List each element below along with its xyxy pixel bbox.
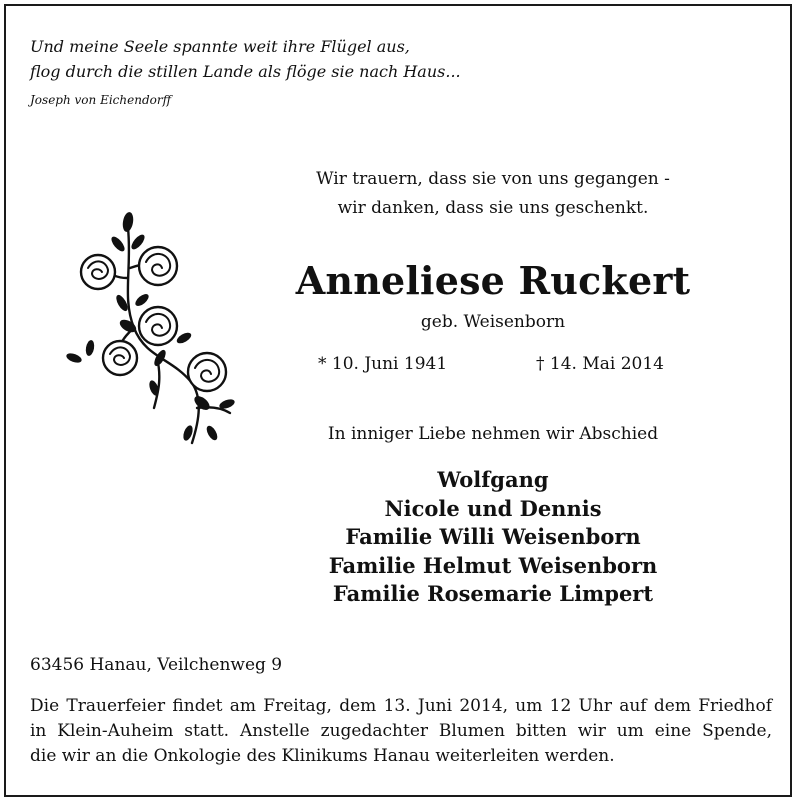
mourners-list	[268, 466, 718, 609]
poem-line-2: flog durch die stillen Lande als flöge sie nach Haus...	[30, 62, 461, 81]
ceremony-info	[30, 694, 772, 769]
poem-quote	[30, 34, 461, 84]
farewell-text: In inniger Liebe nehmen wir Abschied	[327, 424, 659, 444]
mourner-name: Familie Helmut Weisenborn	[328, 552, 658, 578]
birth-name: geb. Weisenborn	[420, 312, 566, 332]
mourner-name: Familie Rosemarie Limpert	[332, 581, 654, 606]
mourning-text	[268, 165, 718, 223]
ceremony-line-3: die wir an die Onkologie des Klinikums Hanau weiterleiten werden.	[30, 746, 615, 766]
mourner-name: Wolfgang	[437, 467, 549, 492]
mourner-name: Nicole und Dennis	[384, 495, 602, 521]
birth-date: * 10. Juni 1941	[318, 354, 448, 374]
mourning-line-1: Wir trauern, dass sie von uns gegangen -	[316, 169, 670, 189]
poem-line-1: Und meine Seele spannte weit ihre Flügel aus,	[30, 37, 410, 56]
ceremony-line-2: in Klein-Auheim statt. Anstelle zugedachter Blumen bitten wir um eine Spende,	[30, 721, 772, 741]
deceased-name: Anneliese Ruckert	[295, 258, 691, 303]
ceremony-line-1: Die Trauerfeier findet am Freitag, dem 13. Juni 2014, um 12 Uhr auf dem Friedhof	[30, 696, 772, 716]
mourning-line-2: wir danken, dass sie uns geschenkt.	[337, 198, 649, 218]
poem-author: Joseph von Eichendorff	[30, 93, 172, 107]
mourner-name: Familie Willi Weisenborn	[345, 524, 641, 549]
death-date: † 14. Mai 2014	[536, 354, 664, 374]
family-address: 63456 Hanau, Veilchenweg 9	[30, 655, 283, 675]
rose-branch-illustration	[62, 208, 242, 450]
